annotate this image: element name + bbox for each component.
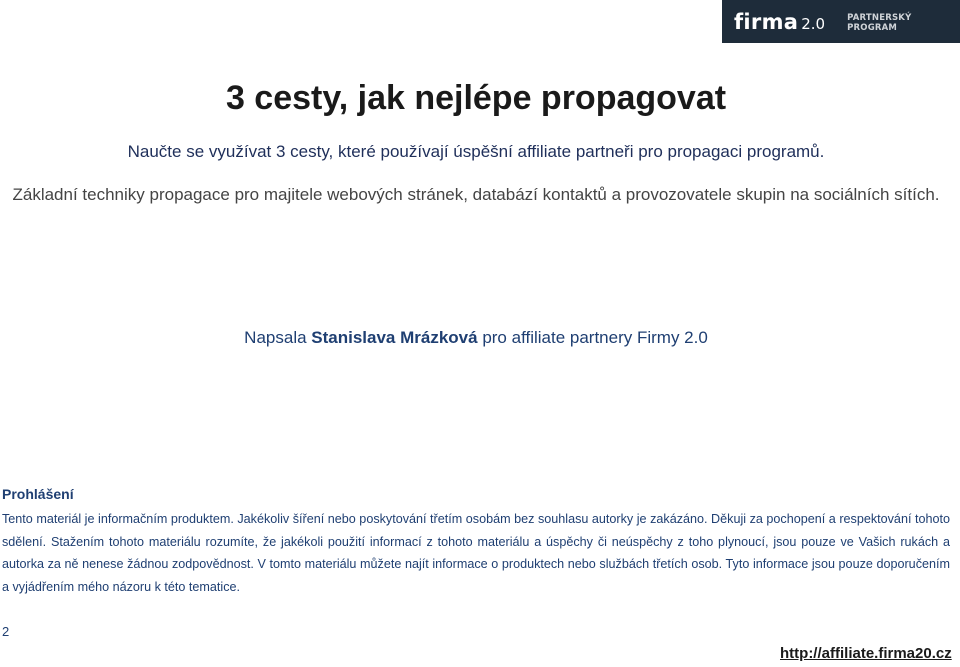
intro-text: Naučte se využívat 3 cesty, které používají úspěšní affiliate partneři pro propagaci programů.	[127, 142, 825, 161]
author-prefix: Napsala	[244, 328, 312, 347]
disclaimer-body: Tento materiál je informačním produktem. Jakékoliv šíření nebo poskytování třetím osobám bez souhlasu autorky je zakázáno. Děkuji za pochopení a respektování tohoto sdělení. Stažením tohoto materiálu rozumíte, že jakékoli použití informací z tohoto materiálu a úspěchy či neúspěchy z toho plynoucí, jsou pouze ve Vašich rukách a autorka za ně nenese žádnou zodpovědnost. V tomto materiálu můžete najít informace o produktech nebo službách třetích osob. Tyto informace jsou pouze doporučením a vyjádřením mého názoru k této tematice.	[2, 512, 950, 594]
logo-subtitle: PARTNERSKÝ PROGRAM	[847, 12, 912, 33]
page-number: 2	[2, 624, 10, 639]
logo-banner	[722, 0, 960, 43]
logo-version: 2.0	[801, 14, 826, 33]
author-line	[0, 327, 952, 349]
author-suffix: pro affiliate partnery Firmy 2.0	[477, 328, 708, 347]
disclaimer-heading: Prohlášení	[2, 486, 74, 502]
logo-wordmark: firma	[734, 9, 799, 34]
intro-subtext: Základní techniky propagace pro majitele webových stránek, databází kontaktů a provozovatele skupin na sociálních sítích.	[12, 185, 940, 204]
page-title: 3 cesty, jak nejlépe propagovat	[225, 79, 727, 117]
author-name: Stanislava Mrázková	[311, 328, 478, 347]
footer-website-link[interactable]: http://affiliate.firma20.cz	[780, 645, 952, 662]
